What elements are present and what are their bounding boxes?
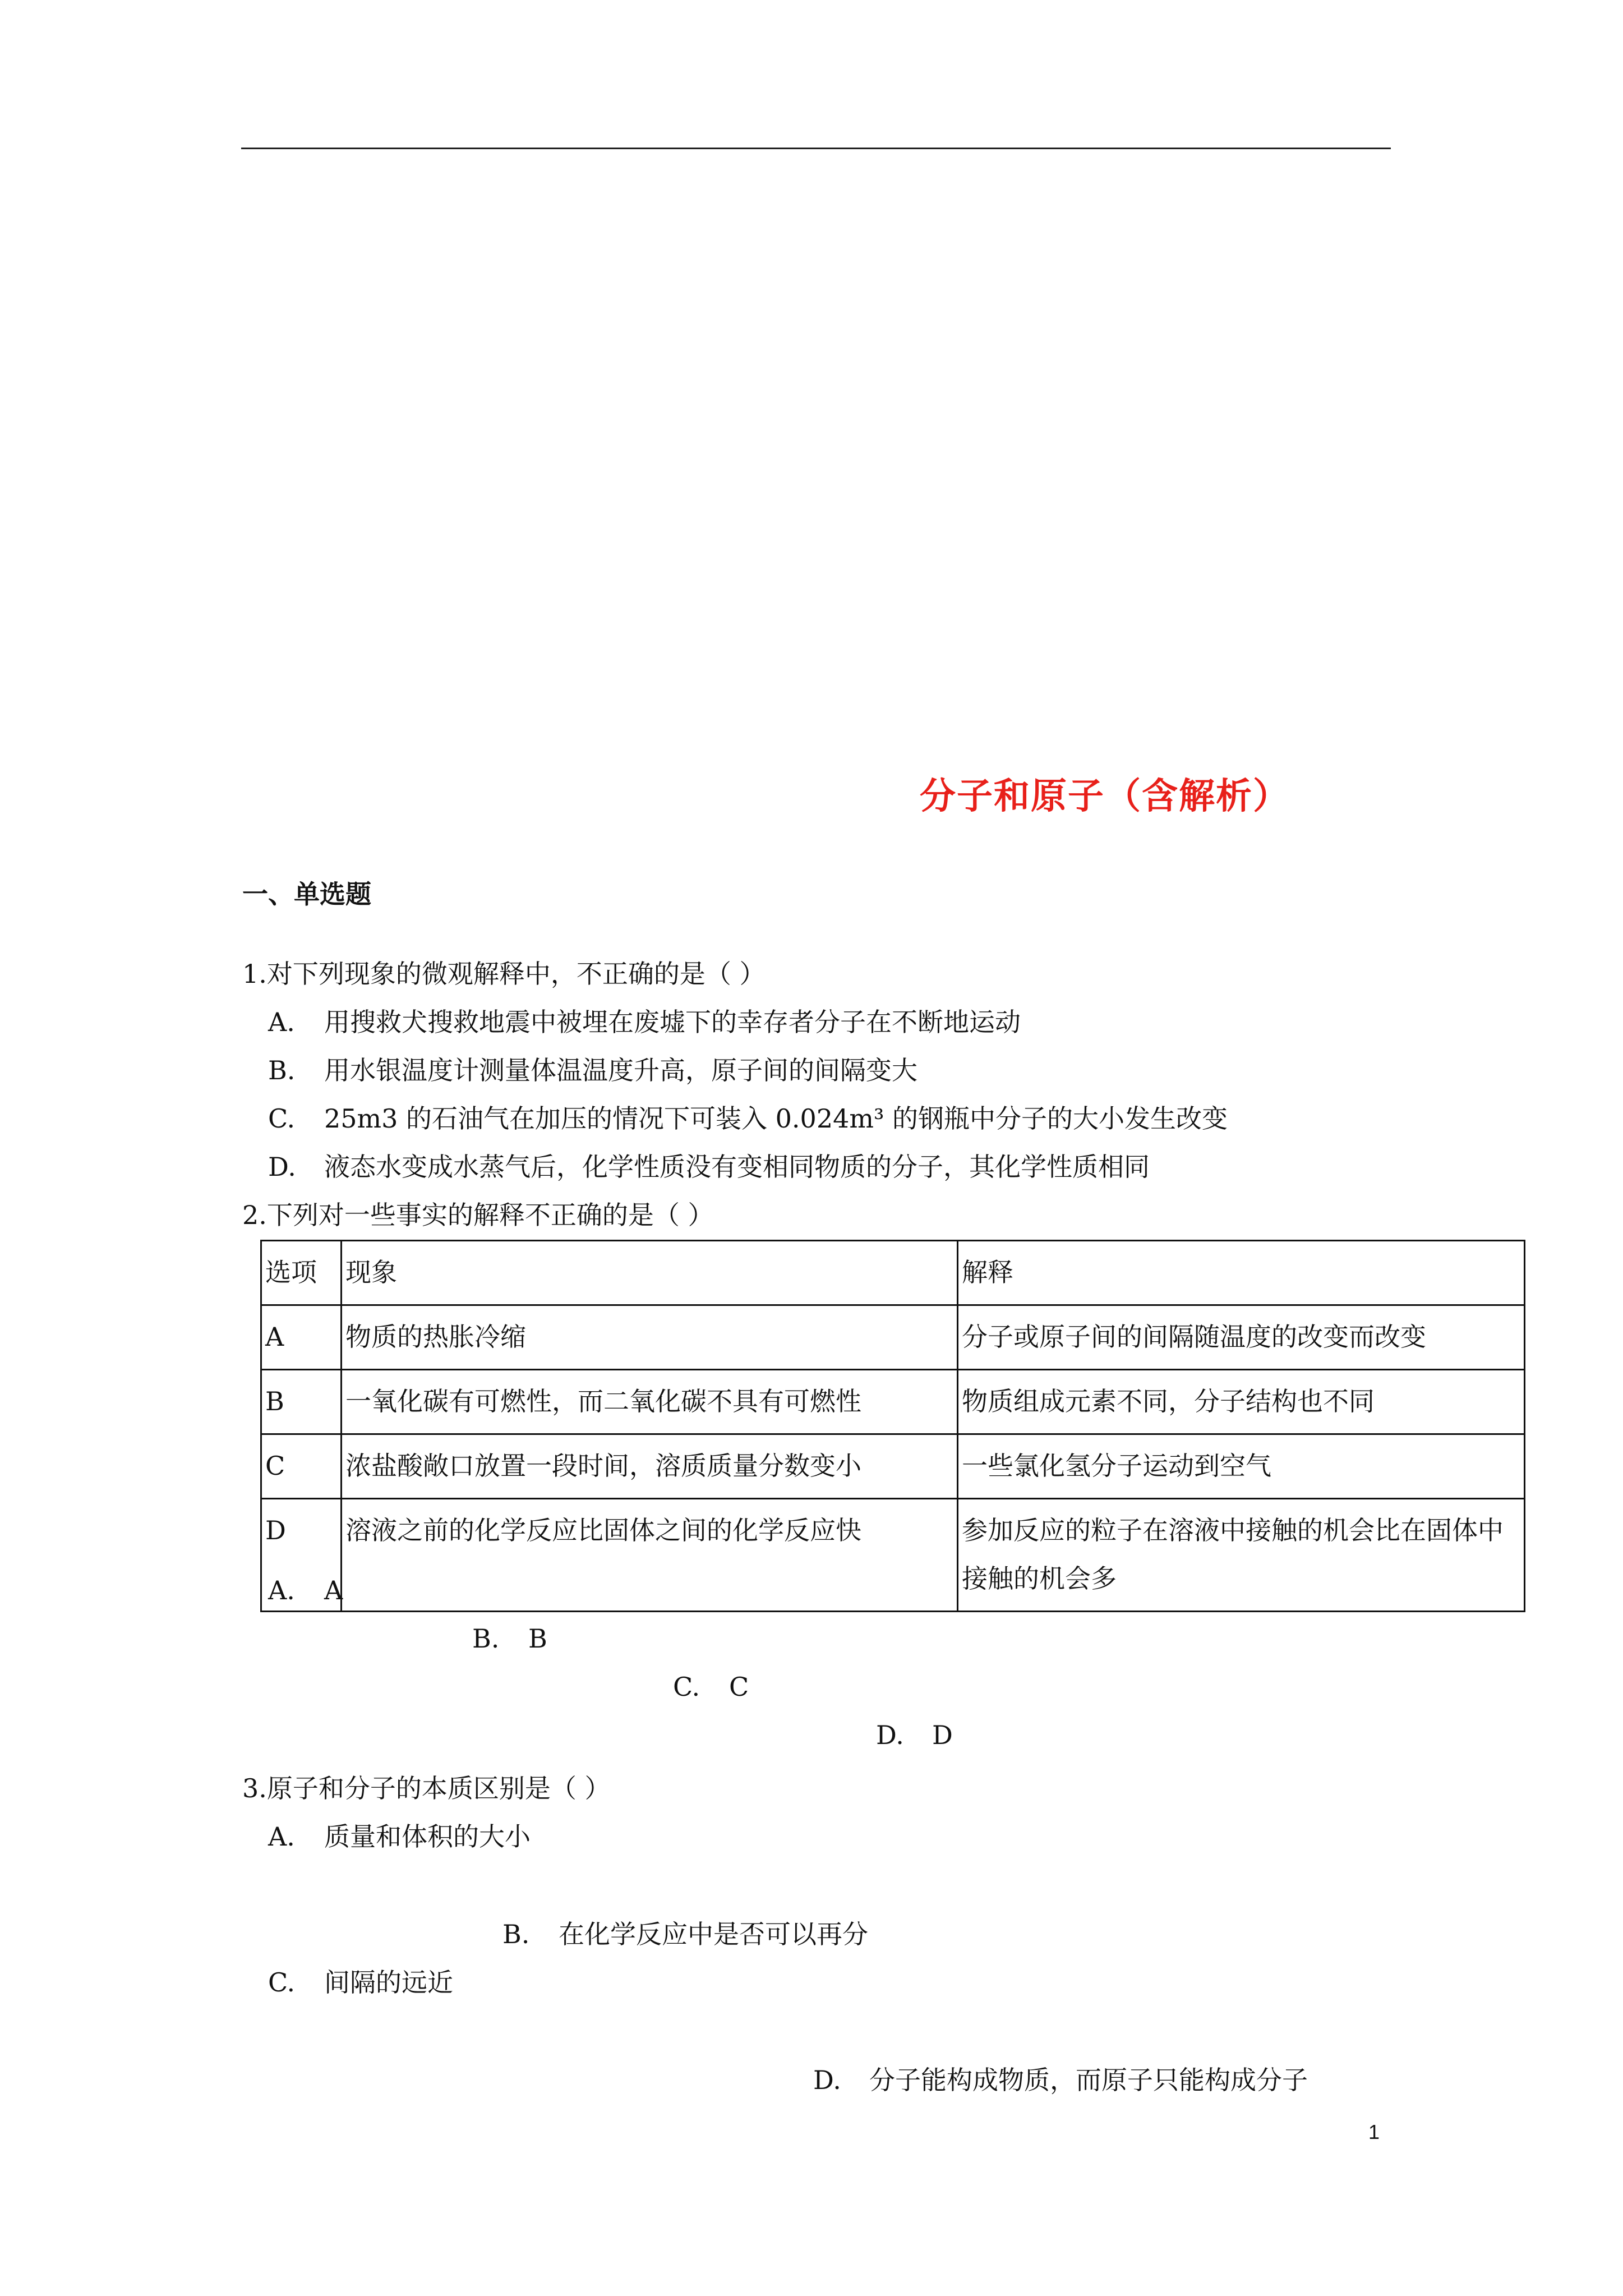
table-header-row bbox=[261, 1241, 1525, 1305]
table-cell: 一些氯化氢分子运动到空气 bbox=[958, 1434, 1525, 1499]
question-1-option-c[interactable] bbox=[268, 1098, 1228, 1135]
option-letter: B. bbox=[472, 1623, 500, 1654]
header-rule bbox=[241, 148, 1391, 149]
table-cell: A bbox=[261, 1305, 342, 1370]
question-1-option-b[interactable] bbox=[268, 1050, 917, 1087]
table-row bbox=[261, 1499, 1525, 1612]
option-letter: D. bbox=[268, 1152, 296, 1182]
option-text: 分子能构成物质，而原子只能构成分子 bbox=[869, 2065, 1308, 2095]
option-letter: A. bbox=[268, 1575, 295, 1605]
option-letter: B. bbox=[502, 1919, 530, 1949]
question-1-option-d[interactable] bbox=[268, 1147, 1150, 1184]
option-letter: D. bbox=[813, 2065, 841, 2095]
table-cell: 物质的热胀冷缩 bbox=[342, 1305, 958, 1370]
option-text: D bbox=[932, 1720, 953, 1750]
option-letter: C. bbox=[268, 1967, 296, 1998]
option-text: 25m3 的石油气在加压的情况下可装入 0.024m³ 的钢瓶中分子的大小发生改变 bbox=[324, 1103, 1228, 1134]
table-cell: 一氧化碳有可燃性，而二氧化碳不具有可燃性 bbox=[342, 1370, 958, 1434]
question-3-stem: 3.原子和分子的本质区别是（ ） bbox=[242, 1773, 611, 1803]
table-cell: 物质组成元素不同，分子结构也不同 bbox=[958, 1370, 1525, 1434]
option-text: 质量和体积的大小 bbox=[324, 1821, 531, 1852]
section-heading: 一、单选题 bbox=[242, 879, 371, 909]
table-cell: B bbox=[261, 1370, 342, 1434]
option-letter: C. bbox=[673, 1672, 700, 1702]
option-letter: C. bbox=[268, 1103, 296, 1134]
question-1-stem: 1.对下列现象的微观解释中，不正确的是（ ） bbox=[242, 959, 766, 989]
option-text: B bbox=[528, 1623, 547, 1654]
table-cell: D bbox=[261, 1499, 342, 1612]
option-text: 用水银温度计测量体温温度升高，原子间的间隔变大 bbox=[324, 1055, 917, 1085]
option-letter: D. bbox=[876, 1720, 904, 1750]
table-row bbox=[261, 1370, 1525, 1434]
option-text: 液态水变成水蒸气后，化学性质没有变相同物质的分子，其化学性质相同 bbox=[324, 1152, 1150, 1182]
table-cell: 溶液之前的化学反应比固体之间的化学反应快 bbox=[342, 1499, 958, 1612]
question-3-option-c[interactable] bbox=[268, 1962, 453, 1999]
page-number: 1 bbox=[1368, 2120, 1380, 2143]
option-letter: B. bbox=[268, 1055, 296, 1085]
option-text: A bbox=[324, 1575, 343, 1605]
table-row bbox=[261, 1434, 1525, 1499]
option-text: 用搜救犬搜救地震中被埋在废墟下的幸存者分子在不断地运动 bbox=[324, 1007, 1021, 1037]
option-text: 在化学反应中是否可以再分 bbox=[559, 1919, 868, 1949]
option-text: C bbox=[729, 1672, 749, 1702]
document-title: 分子和原子（含解析） bbox=[920, 775, 1290, 817]
table-header-cell: 现象 bbox=[342, 1241, 958, 1305]
question-2-option-b[interactable] bbox=[472, 1623, 547, 1654]
table-row bbox=[261, 1305, 1525, 1370]
question-1-option-a[interactable] bbox=[268, 1002, 1021, 1039]
option-letter: A. bbox=[268, 1821, 295, 1852]
question-2-option-a[interactable] bbox=[268, 1575, 343, 1605]
option-text: 间隔的远近 bbox=[324, 1967, 453, 1998]
question-3-option-a[interactable] bbox=[268, 1816, 531, 1853]
table-cell: 参加反应的粒子在溶液中接触的机会比在固体中接触的机会多 bbox=[958, 1499, 1525, 1612]
question-3-option-b[interactable] bbox=[502, 1914, 868, 1951]
table-cell: 浓盐酸敞口放置一段时间，溶质质量分数变小 bbox=[342, 1434, 958, 1499]
question-2-option-d[interactable] bbox=[876, 1720, 953, 1750]
table-cell: C bbox=[261, 1434, 342, 1499]
option-letter: A. bbox=[268, 1007, 295, 1037]
table-header-cell: 解释 bbox=[958, 1241, 1525, 1305]
question-2-stem: 2.下列对一些事实的解释不正确的是（ ） bbox=[242, 1200, 714, 1230]
question-2-option-c[interactable] bbox=[673, 1672, 749, 1702]
question-3-option-d[interactable] bbox=[813, 2060, 1308, 2097]
facts-table bbox=[260, 1240, 1525, 1612]
table-cell: 分子或原子间的间隔随温度的改变而改变 bbox=[958, 1305, 1525, 1370]
table-header-cell: 选项 bbox=[261, 1241, 342, 1305]
